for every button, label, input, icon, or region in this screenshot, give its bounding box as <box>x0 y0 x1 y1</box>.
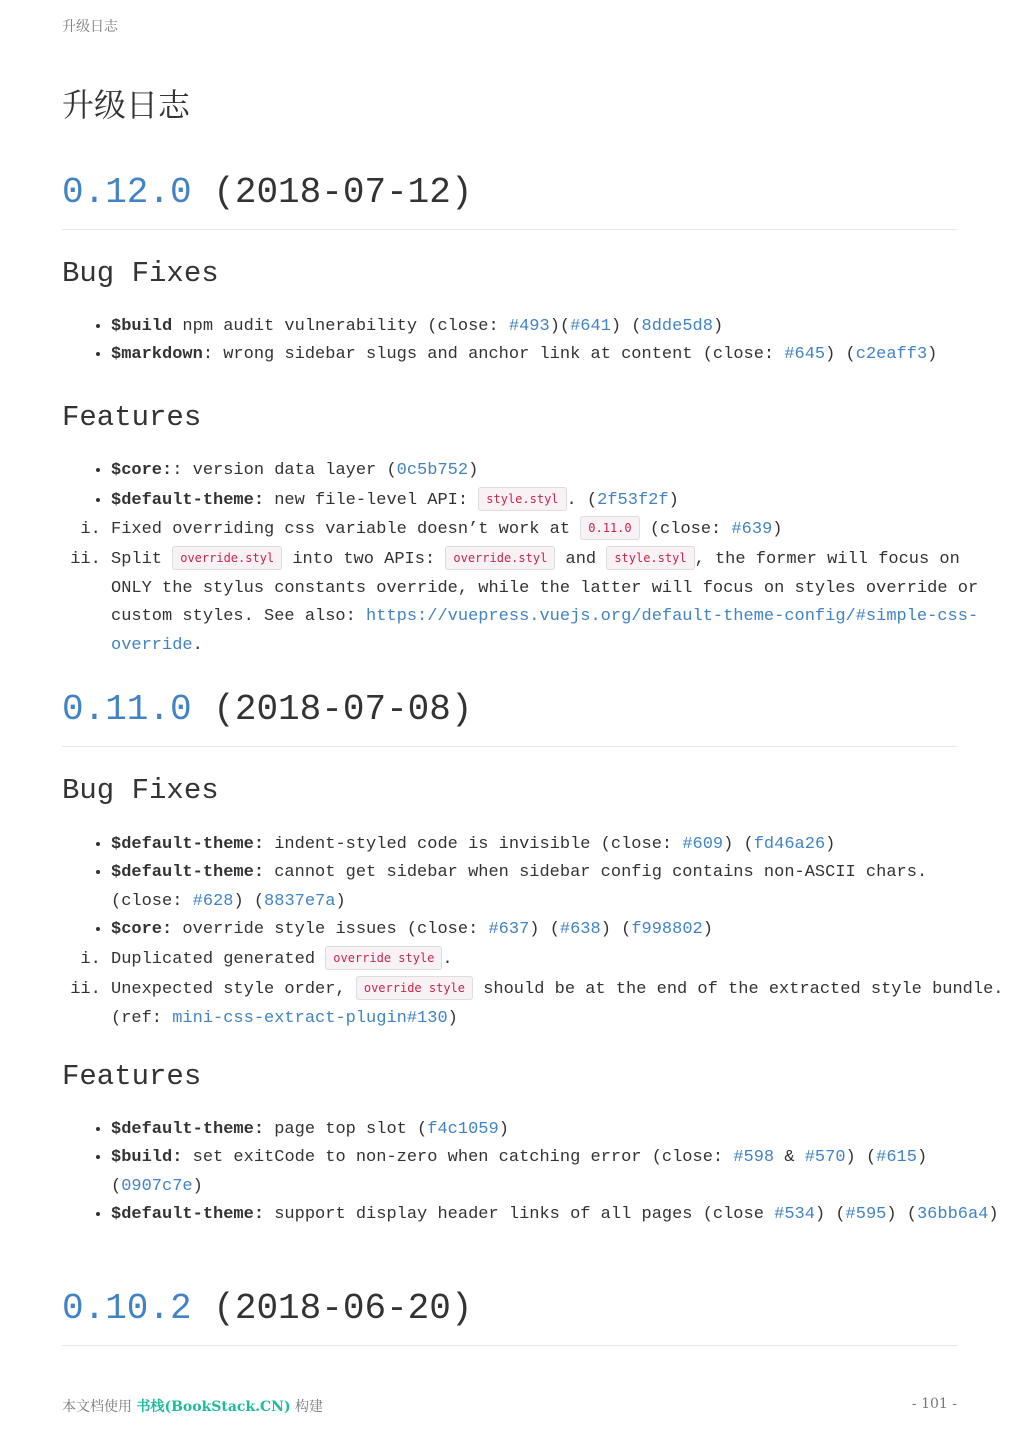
scope-label: $markdown <box>111 345 203 365</box>
release-heading-0-11-0 <box>62 688 957 747</box>
commit-link[interactable]: 0907c7e <box>121 1176 193 1196</box>
commit-link[interactable]: 2f53f2f <box>597 491 669 511</box>
sub-list-item: i. Duplicated generated override style . <box>111 944 1006 974</box>
release-date: (2018-06-20) <box>213 1288 473 1329</box>
bug-fix-list <box>62 313 1006 370</box>
sub-list-item: i. Fixed overriding css variable doesn’t work at 0.11.0 (close: #639) <box>111 514 1006 544</box>
version-link[interactable]: 0.11.0 <box>62 689 192 730</box>
inline-code: style.styl <box>478 487 566 511</box>
issue-link[interactable]: #641 <box>570 317 611 336</box>
bug-fix-list <box>62 831 1006 945</box>
issue-link[interactable]: #628 <box>192 891 234 911</box>
release-heading-0-12-0 <box>62 171 957 230</box>
issue-link[interactable]: #639 <box>731 520 773 539</box>
version-link[interactable]: 0.12.0 <box>62 172 192 213</box>
section-heading-bug-fixes: Bug Fixes <box>62 257 219 290</box>
list-item: • $default-theme: indent-styled code is invisible (close: #609) (fd46a26) <box>111 831 1006 859</box>
inline-code: override.styl <box>172 546 282 570</box>
release-heading-0-10-2 <box>62 1287 957 1346</box>
page-footer: 本文档使用 书栈(BookStack.CN) 构建 - 101 - <box>62 1396 957 1415</box>
commit-link[interactable]: f998802 <box>631 920 703 940</box>
issue-link[interactable]: #638 <box>559 920 601 940</box>
inline-code: 0.11.0 <box>580 516 639 540</box>
section-heading-features: Features <box>62 1060 202 1093</box>
list-item: • $markdown: wrong sidebar slugs and anchor link at content (close: #645) (c2eaff3) <box>111 341 1006 369</box>
list-item: • $default-theme: page top slot (f4c1059) <box>111 1116 1006 1144</box>
commit-link[interactable]: 8dde5d8 <box>641 317 713 336</box>
feature-list <box>62 457 1006 516</box>
issue-link[interactable]: #595 <box>845 1205 887 1225</box>
commit-link[interactable]: 0c5b752 <box>396 461 469 480</box>
inline-code: override style <box>325 946 442 970</box>
commit-link[interactable]: c2eaff3 <box>855 345 928 365</box>
bookstack-brand-link[interactable]: 书栈(BookStack.CN) <box>136 1399 291 1415</box>
inline-code: override.styl <box>445 546 555 570</box>
scope-label: $build <box>111 317 173 336</box>
docs-link[interactable]: https://vuepress.vuejs.org/default-theme-config/#simple-css-override <box>111 607 979 655</box>
sub-list <box>62 944 1006 1033</box>
issue-link[interactable]: #645 <box>784 345 826 365</box>
inline-code: style.styl <box>606 546 694 570</box>
feature-list <box>62 1116 1006 1230</box>
scope-label: $default-theme: <box>111 863 265 883</box>
issue-link[interactable]: #534 <box>774 1205 815 1225</box>
section-heading-features: Features <box>62 401 202 434</box>
issue-link[interactable]: mini-css-extract-plugin#130 <box>172 1008 448 1028</box>
issue-link[interactable]: #493 <box>508 317 550 336</box>
issue-link[interactable]: #609 <box>682 835 724 854</box>
list-item: • $default-theme: new file-level API: style.styl . (2f53f2f) <box>111 485 1006 515</box>
release-date: (2018-07-12) <box>213 172 473 213</box>
scope-label: $core: <box>111 461 173 480</box>
document-title: 升级日志 <box>62 86 191 124</box>
release-date: (2018-07-08) <box>213 689 473 730</box>
issue-link[interactable]: #570 <box>804 1148 846 1168</box>
scope-label: $default-theme: <box>111 1120 265 1139</box>
sub-list <box>62 514 1006 660</box>
issue-link[interactable]: #637 <box>488 920 530 940</box>
running-head: 升级日志 <box>62 19 118 35</box>
sub-list-item: ii. Unexpected style order, override style should be at the end of the extracted style bundle. (ref: mini-css-extract-plugin#130) <box>111 974 1006 1033</box>
commit-link[interactable]: 36bb6a4 <box>916 1205 989 1225</box>
commit-link[interactable]: 8837e7a <box>264 891 336 911</box>
scope-label: $build: <box>111 1148 183 1168</box>
scope-label: $default-theme: <box>111 1205 265 1225</box>
scope-label: $default-theme: <box>111 835 265 854</box>
section-heading-bug-fixes: Bug Fixes <box>62 774 219 807</box>
version-link[interactable]: 0.10.2 <box>62 1288 192 1329</box>
list-item: • $build npm audit vulnerability (close: #493)(#641) (8dde5d8) <box>111 313 1006 341</box>
list-item: • $core:: version data layer (0c5b752) <box>111 457 1006 485</box>
issue-link[interactable]: #615 <box>876 1148 917 1168</box>
page-number: - 101 - <box>911 1396 957 1412</box>
inline-code: override style <box>356 976 473 1000</box>
scope-label: $default-theme: <box>111 491 265 511</box>
issue-link[interactable]: #598 <box>733 1148 775 1168</box>
list-item: • $default-theme: cannot get sidebar when sidebar config contains non-ASCII chars. (close: #628) (8837e7a) <box>111 859 1006 916</box>
sub-list-item: ii. Split override.styl into two APIs: override.styl and style.styl , the former will focus on ONLY the stylus constants override, while the latter will focus on styles override or custom styles. See also: https://vuepress.vuejs.org/default-theme-config/#simple-css-override. <box>111 544 1006 660</box>
list-item: • $default-theme: support display header links of all pages (close #534) (#595) (36bb6a4) <box>111 1201 1006 1229</box>
list-item: • $core: override style issues (close: #637) (#638) (f998802) <box>111 916 1006 944</box>
scope-label: $core: <box>111 920 173 940</box>
commit-link[interactable]: f4c1059 <box>427 1120 499 1139</box>
commit-link[interactable]: fd46a26 <box>753 835 826 854</box>
list-item: • $build: set exitCode to non-zero when catching error (close: #598 & #570) (#615) (0907c7e) <box>111 1144 1006 1201</box>
